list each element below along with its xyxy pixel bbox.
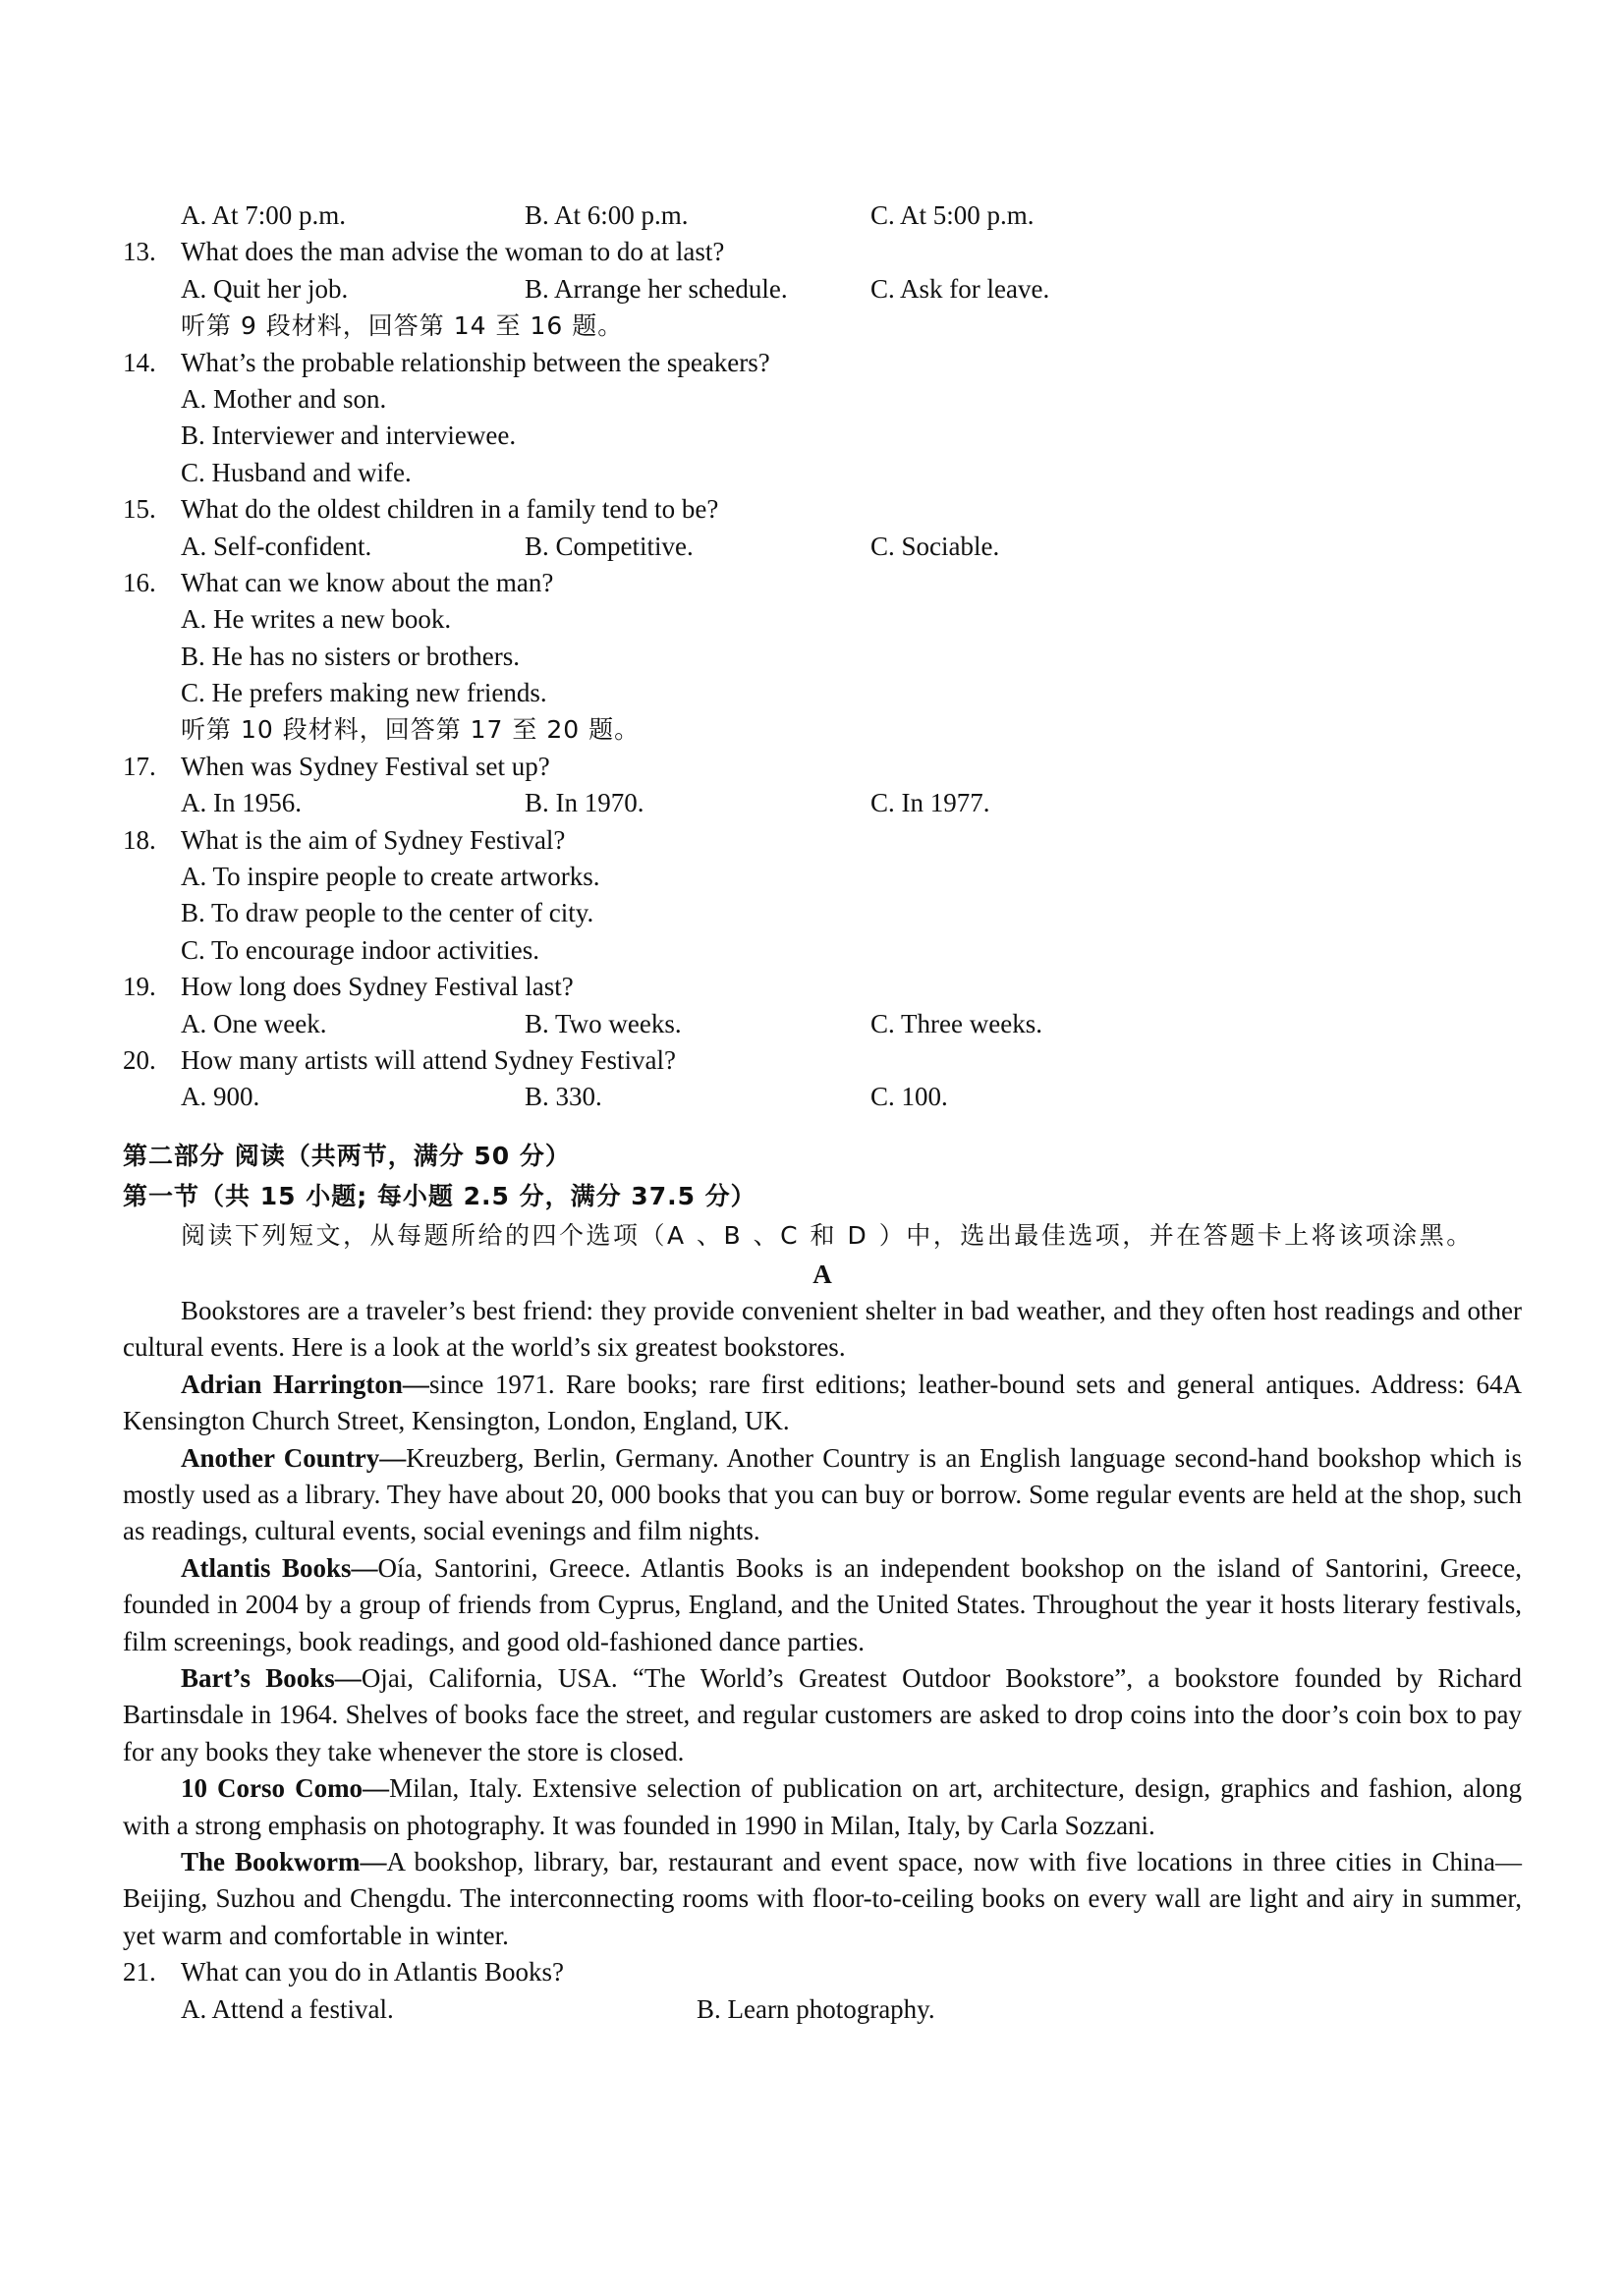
store-entry: [123, 1367, 1522, 1440]
section-10-instruction: 听第 10 段材料，回答第 17 至 20 题。: [181, 715, 641, 745]
store-entry: [123, 1660, 1522, 1770]
q12-option-a: A. At 7:00 p.m.: [181, 200, 347, 230]
store-description: Kreuzberg, Berlin, Germany. Another Country is an English language second-hand bookshop which is mostly used as a library. They have about 20, 000 books that you can buy or borrow. Some regular events are held at the shop, such as readings, cultural events, social evenings and film nights.: [123, 1442, 1522, 1546]
question-14: [123, 345, 1522, 381]
store-name: Atlantis Books—: [181, 1552, 378, 1583]
store-name: The Bookworm—: [181, 1847, 387, 1877]
store-description: Ojai, California, USA. “The World’s Greatest Outdoor Bookstore”, a bookstore founded by Richard Bartinsdale in 1964. Shelves of books face the street, and regular customers are asked to drop coins into the door’s coin box to pay for any books they take whenever the store is closed.: [123, 1663, 1522, 1766]
q19-option-a: A. One week.: [181, 1008, 327, 1038]
q18-option-a: A. To inspire people to create artworks.: [181, 862, 600, 892]
question-number: 18.: [123, 824, 156, 855]
q14-option-c: C. Husband and wife.: [181, 457, 412, 487]
question-text: How long does Sydney Festival last?: [181, 972, 574, 1002]
q20-option-c: C. 100.: [870, 1082, 948, 1112]
question-17: [123, 749, 1522, 785]
q13-option-c: C. Ask for leave.: [870, 273, 1050, 304]
q21-option-b: B. Learn photography.: [697, 1993, 935, 2024]
store-description: Milan, Italy. Extensive selection of publication on art, architecture, design, graphics and fashion, along with a strong emphasis on photography. It was founded in 1990 in Milan, Italy, by Carla Sozzani.: [123, 1773, 1522, 1840]
section-9-instruction: 听第 9 段材料，回答第 14 至 16 题。: [181, 311, 624, 341]
passage-title: A: [812, 1259, 832, 1289]
reading-instructions: 阅读下列短文，从每题所给的四个选项（A 、B 、C 和 D ）中，选出最佳选项，并在答题卡上将该项涂黑。: [181, 1220, 1474, 1250]
question-text: What is the aim of Sydney Festival?: [181, 824, 566, 855]
q17-option-b: B. In 1970.: [525, 788, 644, 818]
question-18: [123, 822, 1522, 859]
question-20: [123, 1042, 1522, 1079]
store-entry: [123, 1440, 1522, 1550]
q20-option-b: B. 330.: [525, 1082, 602, 1112]
question-number: 19.: [123, 972, 156, 1002]
q15-option-a: A. Self-confident.: [181, 531, 372, 561]
question-text: What can you do in Atlantis Books?: [181, 1957, 564, 1988]
question-21: [123, 1954, 1522, 1990]
store-entry: [123, 1770, 1522, 1844]
q20-option-a: A. 900.: [181, 1082, 260, 1112]
q18-option-c: C. To encourage indoor activities.: [181, 934, 540, 965]
q17-option-a: A. In 1956.: [181, 788, 302, 818]
question-number: 14.: [123, 347, 156, 377]
q13-options: [123, 271, 1522, 308]
q21-option-a: A. Attend a festival.: [181, 1993, 394, 2024]
q19-options: [123, 1006, 1522, 1042]
q12-options: [123, 197, 1522, 234]
question-number: 20.: [123, 1044, 156, 1075]
q14-option-b: B. Interviewer and interviewee.: [181, 420, 517, 451]
q19-option-b: B. Two weeks.: [525, 1008, 682, 1038]
part-2-heading: 第二部分 阅读（共两节，满分 50 分）: [123, 1141, 571, 1170]
q18-option-b: B. To draw people to the center of city.: [181, 898, 594, 928]
question-number: 21.: [123, 1957, 156, 1988]
question-number: 15.: [123, 494, 156, 525]
store-name: Bart’s Books—: [181, 1663, 362, 1693]
q21-options: [123, 1991, 1522, 2028]
question-16: [123, 565, 1522, 601]
store-description: A bookshop, library, bar, restaurant and event space, now with five locations in three cities in China—Beijing, Suzhou and Chengdu. The interconnecting rooms with floor-to-ceiling books on every wall are light and airy in summer, yet warm and comfortable in winter.: [123, 1847, 1522, 1950]
store-entry: [123, 1550, 1522, 1660]
q12-option-b: B. At 6:00 p.m.: [525, 200, 689, 230]
question-text: When was Sydney Festival set up?: [181, 751, 550, 781]
q13-option-a: A. Quit her job.: [181, 273, 349, 304]
store-entry: [123, 1844, 1522, 1954]
store-name: Another Country—: [181, 1442, 407, 1473]
q19-option-c: C. Three weeks.: [870, 1008, 1042, 1038]
question-number: 17.: [123, 751, 156, 781]
q15-options: [123, 529, 1522, 565]
q12-option-c: C. At 5:00 p.m.: [870, 200, 1035, 230]
question-number: 16.: [123, 567, 156, 597]
question-text: What do the oldest children in a family tend to be?: [181, 494, 719, 525]
store-description: Oía, Santorini, Greece. Atlantis Books is an independent bookshop on the island of Santorini, Greece, founded in 2004 by a group of friends from Cyprus, England, and the United States. Throughout the year it hosts literary festivals, film screenings, book readings, and good old-fashioned dance parties.: [123, 1552, 1522, 1656]
question-19: [123, 969, 1522, 1005]
exam-page: [123, 197, 1522, 2028]
question-text: What’s the probable relationship between the speakers?: [181, 347, 770, 377]
q14-option-a: A. Mother and son.: [181, 383, 387, 414]
q17-options: [123, 785, 1522, 821]
question-15: [123, 491, 1522, 528]
store-description: since 1971. Rare books; rare first editions; leather-bound sets and general antiques. Address: 64A Kensington Church Street, Kensington, London, England, UK.: [123, 1369, 1523, 1436]
store-name: Adrian Harrington—: [181, 1369, 429, 1399]
question-text: What can we know about the man?: [181, 567, 554, 597]
q20-options: [123, 1079, 1522, 1115]
passage-intro: Bookstores are a traveler’s best friend: they provide convenient shelter in bad weather, and they often host readings and other cultural events. Here is a look at the world’s six greatest bookstores.: [123, 1295, 1522, 1363]
q16-option-c: C. He prefers making new friends.: [181, 678, 547, 708]
question-text: How many artists will attend Sydney Festival?: [181, 1044, 676, 1075]
q17-option-c: C. In 1977.: [870, 788, 990, 818]
question-13: [123, 234, 1522, 270]
section-1-heading: 第一节（共 15 小题; 每小题 2.5 分，满分 37.5 分）: [123, 1182, 756, 1211]
q15-option-b: B. Competitive.: [525, 531, 694, 561]
question-text: What does the man advise the woman to do at last?: [181, 237, 725, 267]
q16-option-a: A. He writes a new book.: [181, 604, 452, 635]
question-number: 13.: [123, 237, 156, 267]
q13-option-b: B. Arrange her schedule.: [525, 273, 788, 304]
store-name: 10 Corso Como—: [181, 1773, 390, 1804]
q16-option-b: B. He has no sisters or brothers.: [181, 641, 520, 671]
q15-option-c: C. Sociable.: [870, 531, 1000, 561]
